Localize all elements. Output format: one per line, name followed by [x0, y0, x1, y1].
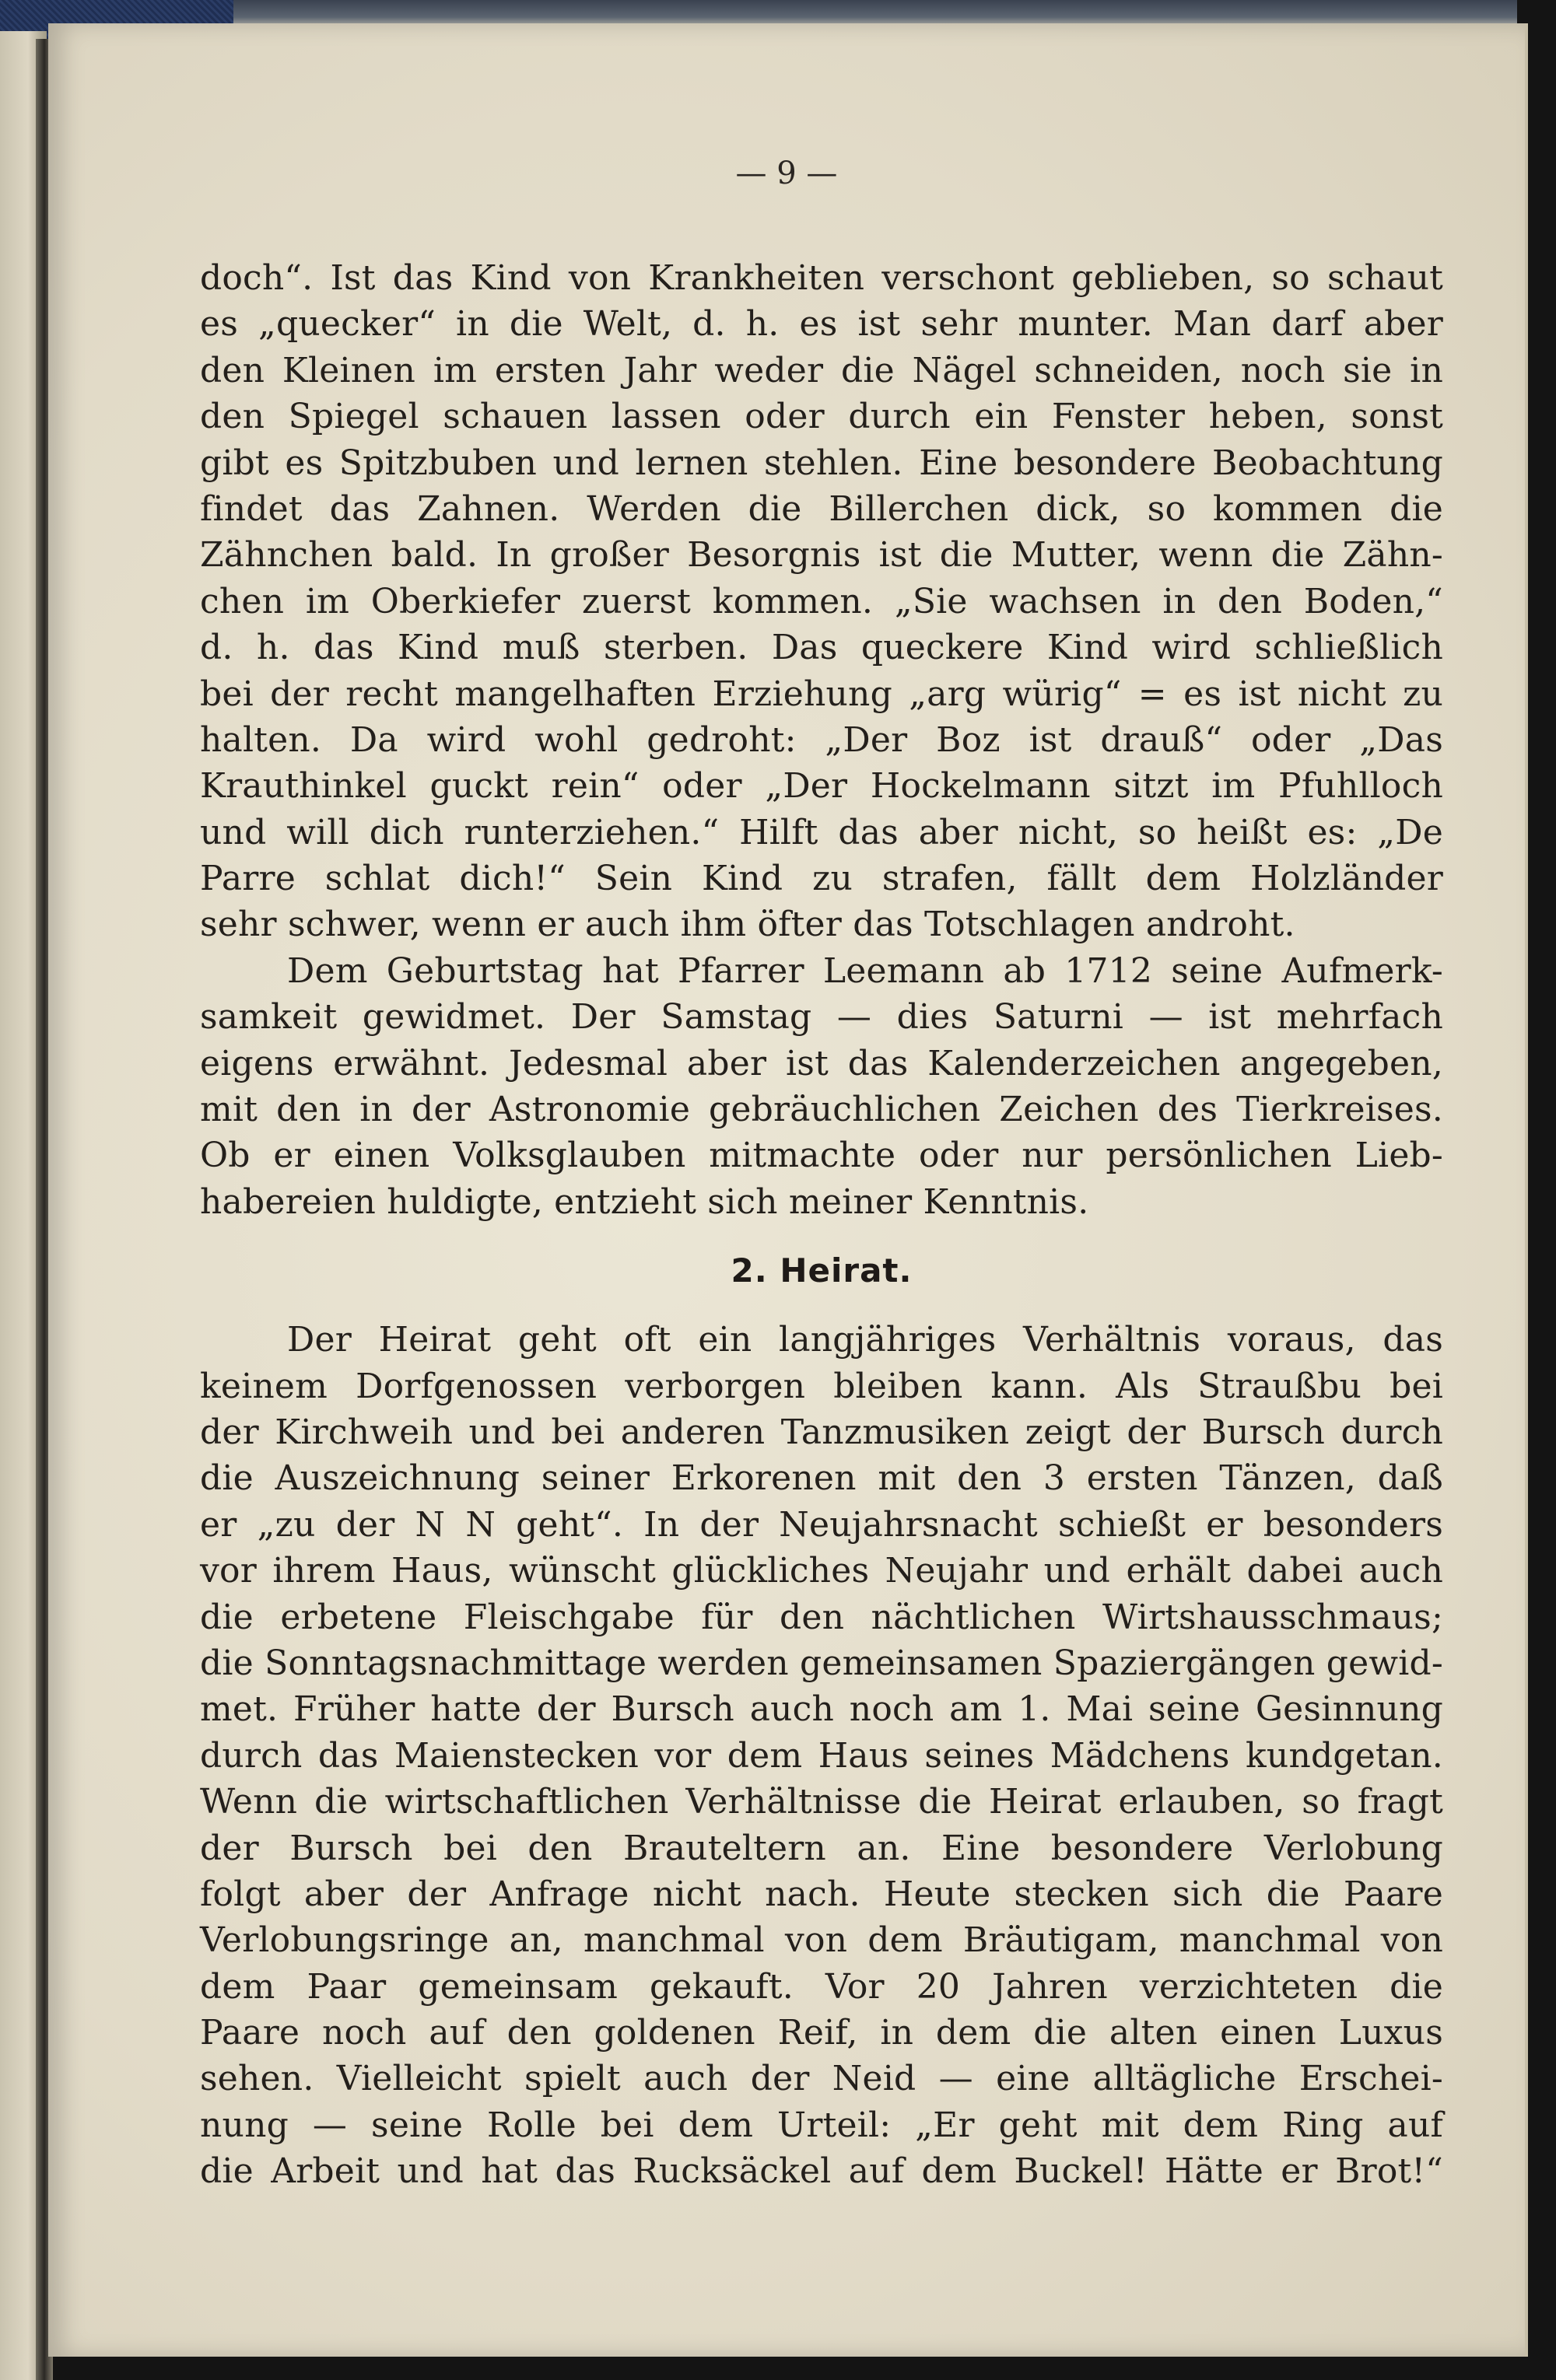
text-line: durch das Maienstecken vor dem Haus seines Mädchens kundgetan. [200, 1735, 1443, 1776]
text-line: Paare noch auf den goldenen Reif, in dem die alten einen Luxus [200, 2013, 1443, 2053]
page-text [200, 255, 1443, 2195]
paragraph-1 [200, 255, 1443, 948]
text-line: den Kleinen im ersten Jahr weder die Nägel schneiden, noch sie in [200, 350, 1443, 390]
text-line: vor ihrem Haus, wünscht glückliches Neujahr und erhält dabei auch [200, 1551, 1443, 1591]
text-line: den Spiegel schauen lassen oder durch ein Fenster heben, sonst [200, 397, 1443, 437]
text-line: die erbetene Fleischgabe für den nächtlichen Wirtshausschmaus; [200, 1597, 1443, 1637]
text-line: halten. Da wird wohl gedroht: „Der Boz ist drauß“ oder „Das [200, 719, 1443, 760]
text-line: und will dich runterziehen.“ Hilft das aber nicht, so heißt es: „De [200, 812, 1443, 852]
text-line: sehen. Vielleicht spielt auch der Neid — eine alltägliche Erschei- [200, 2059, 1443, 2099]
text-line: chen im Oberkiefer zuerst kommen. „Sie wachsen in den Boden,“ [200, 581, 1443, 621]
text-line: findet das Zahnen. Werden die Billerchen dick, so kommen die [200, 488, 1443, 529]
text-line: die Auszeichnung seiner Erkorenen mit den 3 ersten Tänzen, daß [200, 1458, 1443, 1499]
text-line: Verlobungsringe an, manchmal von dem Bräutigam, manchmal von [200, 1920, 1443, 1961]
text-line: eigens erwähnt. Jedesmal aber ist das Kalenderzeichen angegeben, [200, 1043, 1443, 1083]
paragraph-3 [200, 1317, 1443, 2194]
text-line: mit den in der Astronomie gebräuchlichen Zeichen des Tierkreises. [200, 1090, 1443, 1130]
text-line: die Sonntagsnachmittage werden gemeinsamen Spaziergängen gewid- [200, 1643, 1443, 1683]
text-line: Wenn die wirtschaftlichen Verhältnisse die Heirat erlauben, so fragt [200, 1782, 1443, 1822]
page-number: — 9 — [735, 156, 838, 191]
text-line: er „zu der N N geht“. In der Neujahrsnacht schießt er besonders [200, 1504, 1443, 1545]
text-line: sehr schwer, wenn er auch ihm öfter das Totschlagen androht. [200, 905, 1295, 945]
text-line: keinem Dorfgenossen verborgen bleiben kann. Als Straußbu bei [200, 1366, 1443, 1406]
text-line: Zähnchen bald. In großer Besorgnis ist die Mutter, wenn die Zähn- [200, 535, 1443, 576]
text-line: nung — seine Rolle bei dem Urteil: „Er geht mit dem Ring auf [200, 2105, 1443, 2145]
text-line: der Bursch bei den Brauteltern an. Eine besondere Verlobung [200, 1828, 1443, 1868]
text-line: Der Heirat geht oft ein langjähriges Verhältnis voraus, das [287, 1320, 1443, 1360]
book-page [48, 23, 1528, 2357]
text-line: doch“. Ist das Kind von Krankheiten verschont geblieben, so schaut [200, 258, 1443, 298]
text-line: d. h. das Kind muß sterben. Das queckere Kind wird schließlich [200, 628, 1443, 668]
text-line: die Arbeit und hat das Rucksäckel auf dem Buckel! Hätte er Brot!“ [200, 2151, 1443, 2192]
text-line: met. Früher hatte der Bursch auch noch am 1. Mai seine Gesinnung [200, 1689, 1443, 1730]
text-line: bei der recht mangelhaften Erziehung „arg würig“ = es ist nicht zu [200, 674, 1443, 714]
paragraph-2 [200, 948, 1443, 1225]
text-line: samkeit gewidmet. Der Samstag — dies Saturni — ist mehrfach [200, 997, 1443, 1038]
text-line: der Kirchweih und bei anderen Tanzmusiken zeigt der Bursch durch [200, 1412, 1443, 1452]
section-heading: 2. Heirat. [731, 1251, 913, 1290]
text-line: Parre schlat dich!“ Sein Kind zu strafen, fällt dem Holzländer [200, 859, 1443, 899]
text-line: habereien huldigte, entzieht sich meiner Kenntnis. [200, 1181, 1089, 1222]
text-line: es „quecker“ in die Welt, d. h. es ist sehr munter. Man darf aber [200, 304, 1443, 345]
text-line: Dem Geburtstag hat Pfarrer Leemann ab 1712 seine Aufmerk- [287, 950, 1443, 991]
text-line: folgt aber der Anfrage nicht nach. Heute stecken sich die Paare [200, 1874, 1443, 1914]
text-line: dem Paar gemeinsam gekauft. Vor 20 Jahren verzichteten die [200, 1966, 1443, 2007]
text-line: gibt es Spitzbuben und lernen stehlen. Eine besondere Beobachtung [200, 443, 1443, 483]
text-line: Ob er einen Volksglauben mitmachte oder nur persönlichen Lieb- [200, 1136, 1443, 1176]
text-line: Krauthinkel guckt rein“ oder „Der Hockelmann sitzt im Pfuhlloch [200, 766, 1443, 807]
